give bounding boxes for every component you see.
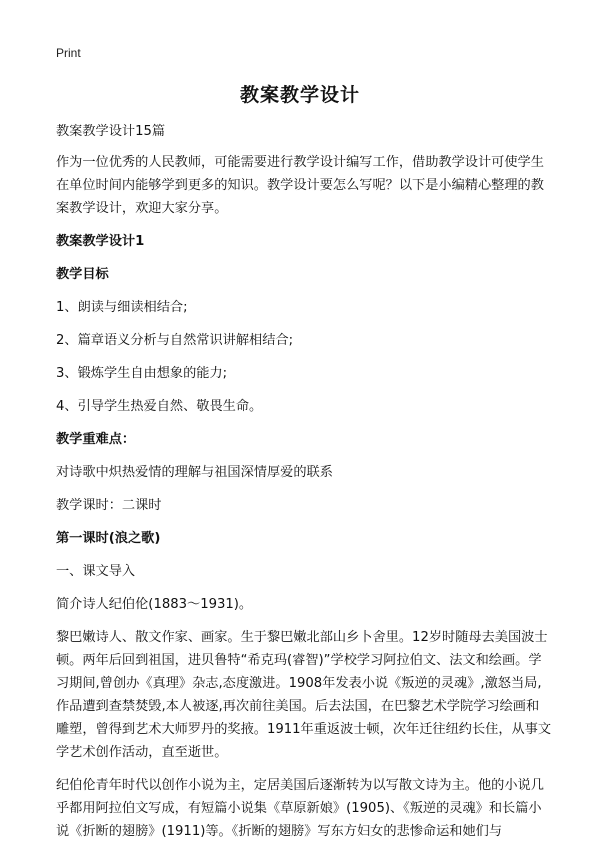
poet-intro: 简介诗人纪伯伦(1883～1931)。 (56, 597, 253, 612)
goal-item: 4、引导学生热爱自然、敬畏生命。 (56, 399, 263, 414)
goal-item: 1、朗读与细读相结合; (56, 300, 188, 315)
goal-item: 3、锻炼学生自由想象的能力; (56, 366, 228, 381)
lesson-heading: 第一课时(浪之歌) (56, 531, 161, 546)
document-subtitle: 教案教学设计15篇 (56, 124, 166, 139)
section-heading: 教案教学设计1 (56, 234, 145, 249)
print-link[interactable]: Print (56, 46, 81, 60)
class-hours: 教学课时：二课时 (56, 498, 162, 513)
document-body (56, 120, 552, 853)
works-paragraph: 纪伯伦青年时代以创作小说为主，定居美国后逐渐转为以写散文诗为主。他的小说几乎都用阿拉伯文写成，有短篇小说集《草原新娘》(1905)、《叛逆的灵魂》和长篇小说《折断的翅膀》(1911)等。《折断的翅膀》写东方妇女的悲惨命运和她们与 (56, 778, 544, 839)
biography-paragraph: 黎巴嫩诗人、散文作家、画家。生于黎巴嫩北部山乡卜舍里。12岁时随母去美国波士顿。两年后回到祖国，进贝鲁特“希克玛(睿智)”学校学习阿拉伯文、法文和绘画。学习期间,曾创办《真理》杂志,态度激进。1908年发表小说《叛逆的灵魂》,激怒当局,作品遭到查禁焚毁,本人被逐,再次前往美国。后去法国，在巴黎艺术学院学习绘画和雕塑，曾得到艺术大师罗丹的奖掖。1911年重返波士顿，次年迁往纽约长住，从事文学艺术创作活动，直至逝世。 (56, 630, 552, 760)
goals-heading: 教学目标 (56, 267, 109, 282)
step-heading: 一、课文导入 (56, 564, 136, 579)
goal-item: 2、篇章语义分析与自然常识讲解相结合; (56, 333, 294, 348)
intro-paragraph: 作为一位优秀的人民教师，可能需要进行教学设计编写工作，借助教学设计可使学生在单位时间内能够学到更多的知识。教学设计要怎么写呢？以下是小编精心整理的教案教学设计，欢迎大家分享。 (56, 155, 544, 216)
key-points-heading: 教学重难点： (56, 432, 136, 447)
key-points-text: 对诗歌中炽热爱情的理解与祖国深情厚爱的联系 (56, 465, 333, 480)
document-title: 教案教学设计 (239, 84, 360, 106)
